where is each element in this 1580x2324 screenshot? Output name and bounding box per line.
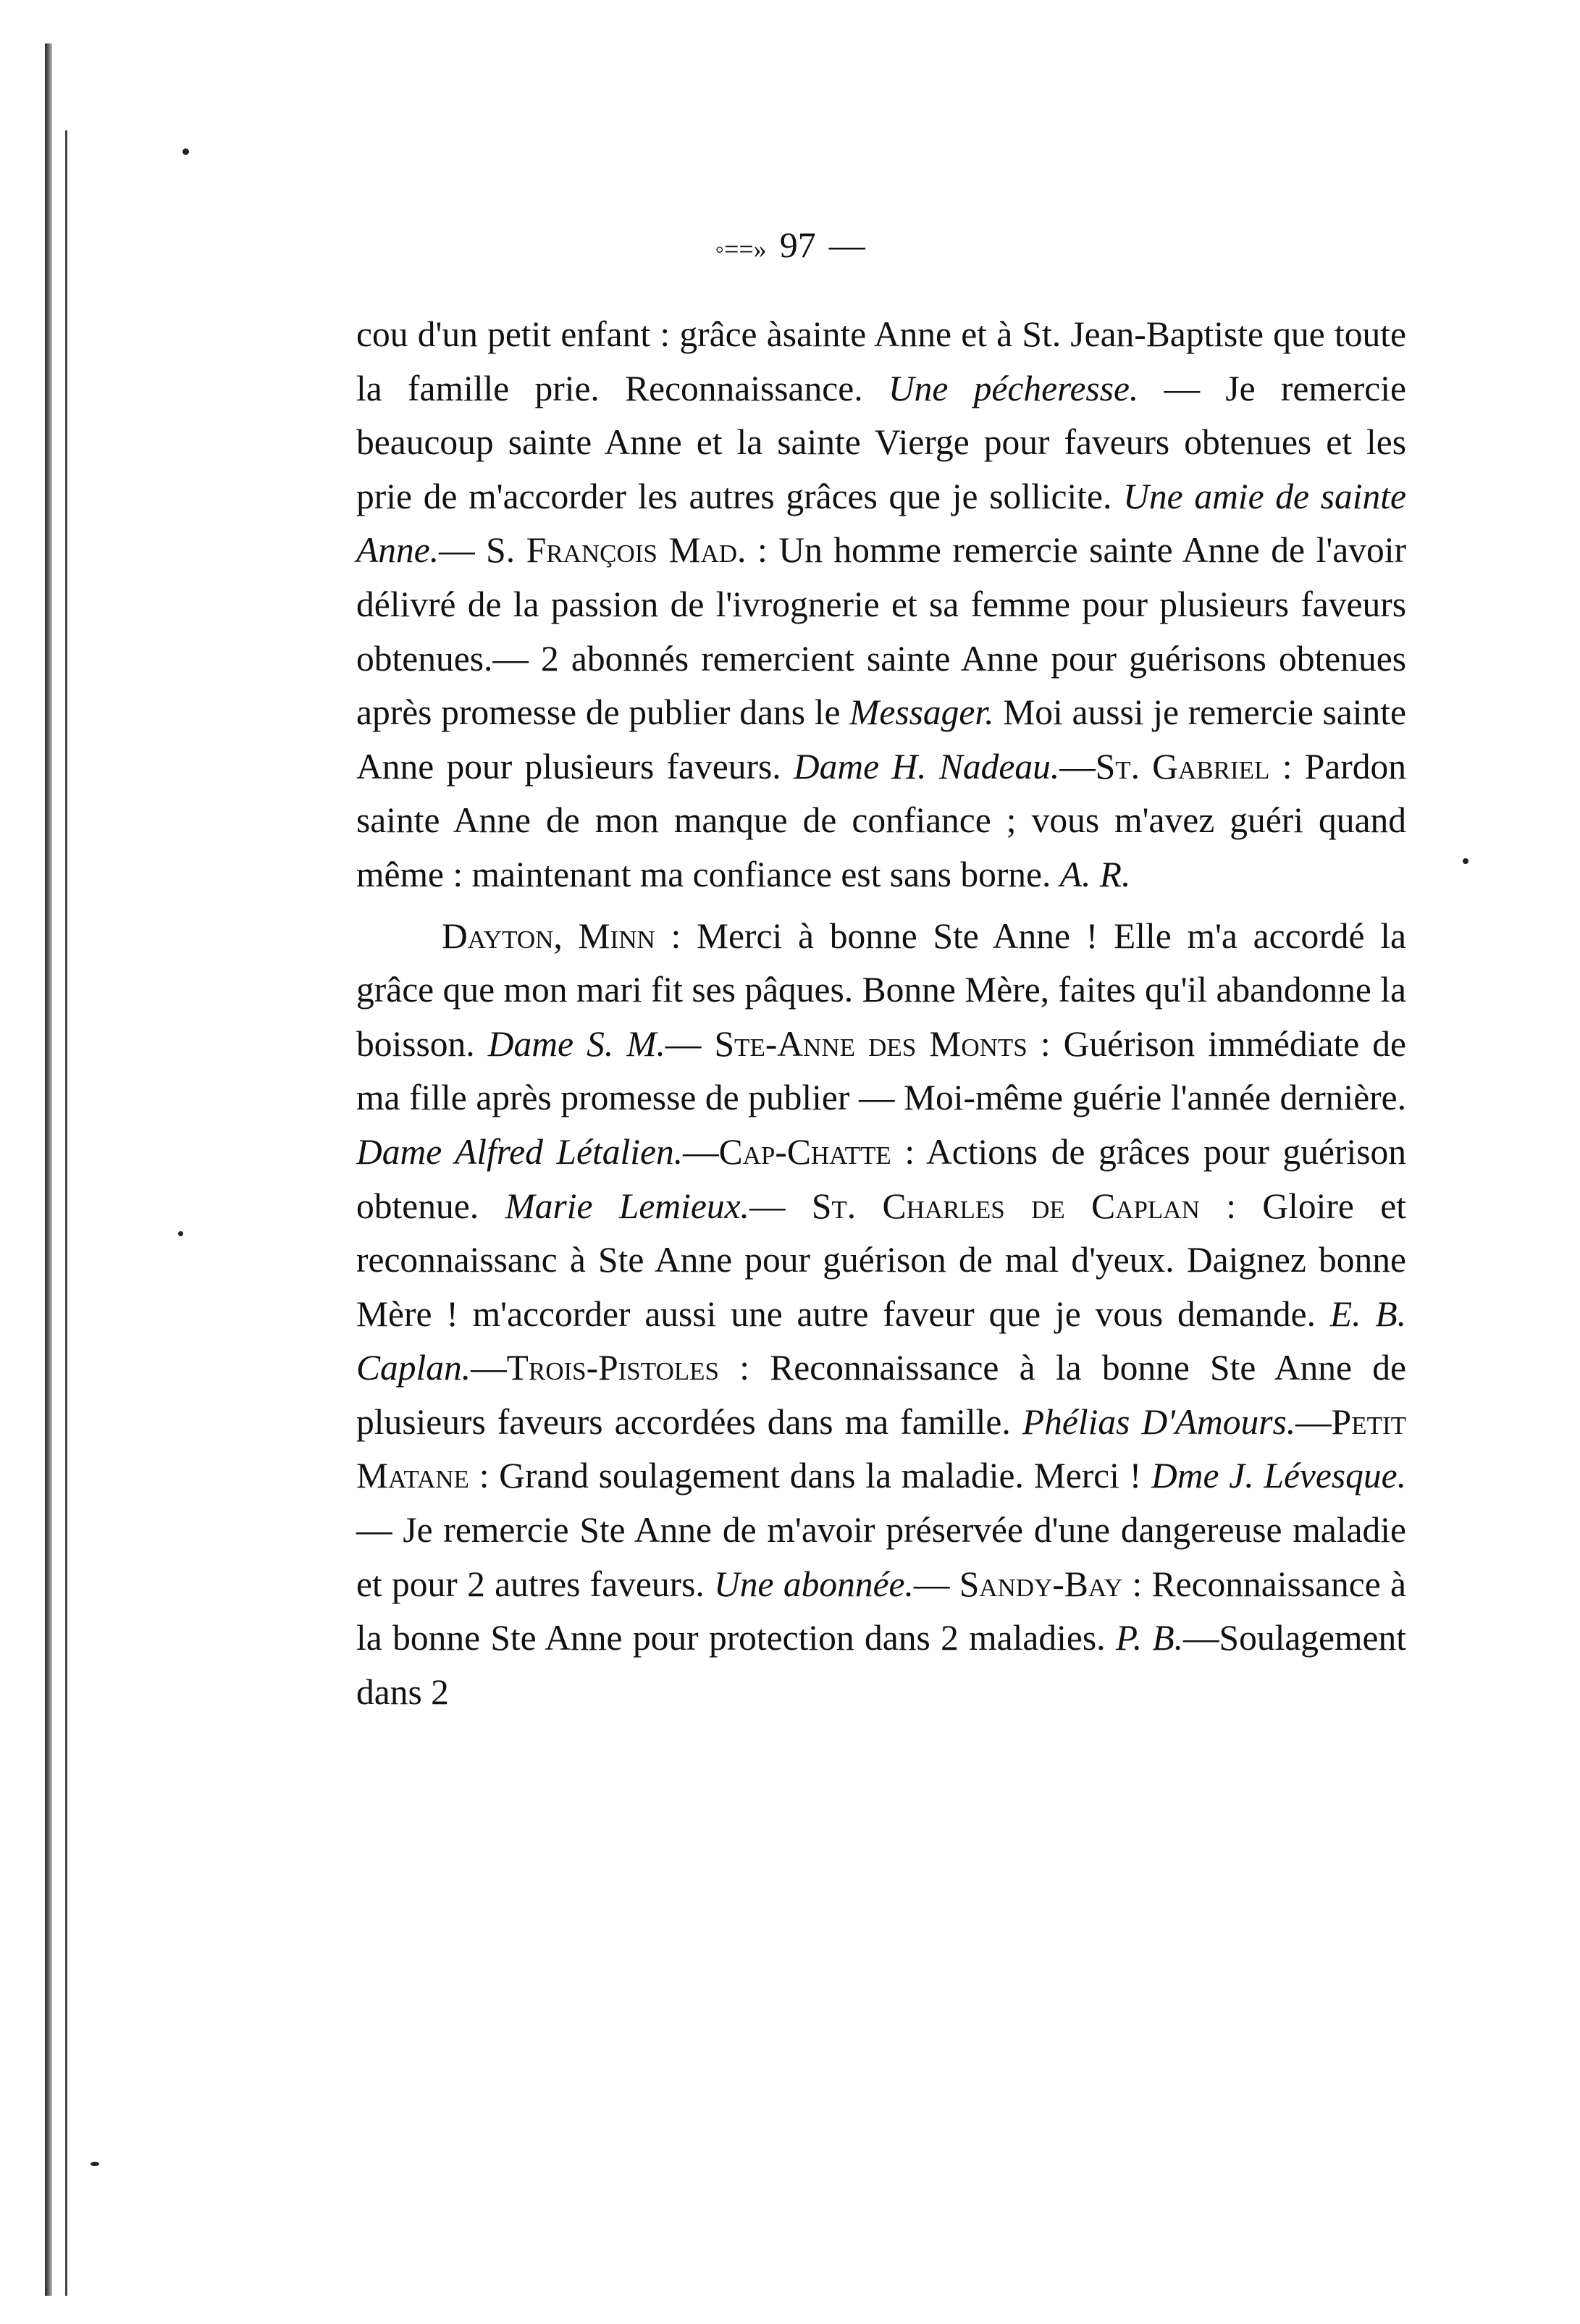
print-speck [91,2162,99,2166]
signature-text: E. B. Caplan. [356,1293,1406,1388]
text-run: — [1059,746,1096,786]
text-run: : Grand soulagement dans la maladie. Merci ! [468,1456,1151,1496]
text-run: — [471,1348,507,1388]
text-run: — S. [439,530,526,571]
text-run: — [749,1186,812,1226]
signature-text: Dame Alfred Létalien. [356,1131,684,1172]
place-name: Ste-Anne des Monts [714,1023,1028,1064]
print-speck [182,148,189,155]
text-run: — Je remercie beaucoup sainte Anne et la sainte Vierge pour faveurs obtenues et les prie de m'accorder les autres grâces que je sollicite. [356,368,1407,516]
signature-text: Dme J. Lévesque. [1151,1456,1406,1496]
text-run: : Reconnaissance à la bonne Ste Anne pour protection dans 2 maladies. [356,1564,1406,1658]
book-binding-edge [45,43,52,2296]
place-name: Dayton, Minn [442,915,655,956]
signature-text: Messager. [849,692,994,733]
signature-text: Une abonnée. [714,1564,914,1604]
text-run: : Un homme remercie sainte Anne de l'avoir délivré de la passion de l'ivrognerie et sa femme pour plusieurs faveurs obtenues.— 2 abonnés remercient sainte Anne pour guérisons obtenues après promesse de publier dans le [356,530,1406,733]
body-text [356,308,1406,1719]
page-header [0,216,1580,278]
print-speck [178,1231,183,1236]
place-name: Trois-Pistoles [506,1348,720,1388]
paragraph [356,910,1406,1720]
signature-text: Dame S. M. [487,1023,665,1064]
text-run: : Reconnaissance à la bonne Ste Anne de plusieurs faveurs accordées dans ma famille. [356,1348,1406,1442]
text-run: — [1295,1401,1332,1442]
text-run: Moi aussi je remercie sainte Anne pour plusieurs faveurs. [356,692,1406,786]
place-name: Cap-Chatte [718,1131,891,1172]
text-run: : Guérison immédiate de ma fille après promesse de publier — Moi-même guérie l'année dernière. [356,1023,1406,1118]
signature-text: Dame H. Nadeau. [793,746,1060,786]
text-run: — [683,1131,719,1172]
place-name: Petit Matane [356,1401,1406,1496]
text-run: —Soulagement dans 2 [356,1618,1406,1712]
signature-text: Une amie de sainte Anne. [356,476,1406,571]
header-dash: — [828,225,865,265]
page-number: 97 [779,225,816,265]
ornament-icon: ◦==» [715,234,767,264]
text-run: — [913,1564,959,1604]
print-speck [1463,858,1468,864]
place-name: St. Charles de Caplan [811,1186,1200,1226]
place-name: St. Gabriel [1095,746,1270,786]
text-run: — [665,1023,715,1064]
text-run: : Actions de grâces pour guérison obtenue. [356,1131,1406,1226]
place-name: Sandy-Bay [959,1564,1123,1604]
signature-text: A. R. [1059,854,1131,894]
text-run: : Merci à bonne Ste Anne ! Elle m'a accordé la grâce que mon mari fit ses pâques. Bonne Mère, faites qu'il abandonne la boisson. [356,915,1406,1064]
paragraph [356,308,1406,902]
binding-line [65,130,67,2296]
text-run: cou d'un petit enfant : grâce àsainte Anne et à St. Jean-Baptiste que toute la famille prie. Reconnaissance. [356,314,1406,408]
text-run: : Gloire et reconnaissanc à Ste Anne pour guérison de mal d'yeux. Daignez bonne Mère ! m'accorder aussi une autre faveur que je vous demande. [356,1186,1407,1334]
text-run: : Pardon sainte Anne de mon manque de confiance ; vous m'avez guéri quand même : maintenant ma confiance est sans borne. [356,746,1406,894]
signature-text: Phélias D'Amours. [1022,1401,1296,1442]
signature-text: P. B. [1115,1618,1184,1658]
signature-text: Marie Lemieux. [505,1186,749,1226]
text-run: — Je remercie Ste Anne de m'avoir préservée d'une dangereuse maladie et pour 2 autres faveurs. [356,1510,1406,1604]
place-name: François Mad. [526,530,747,571]
signature-text: Une pécheresse. [888,368,1139,408]
